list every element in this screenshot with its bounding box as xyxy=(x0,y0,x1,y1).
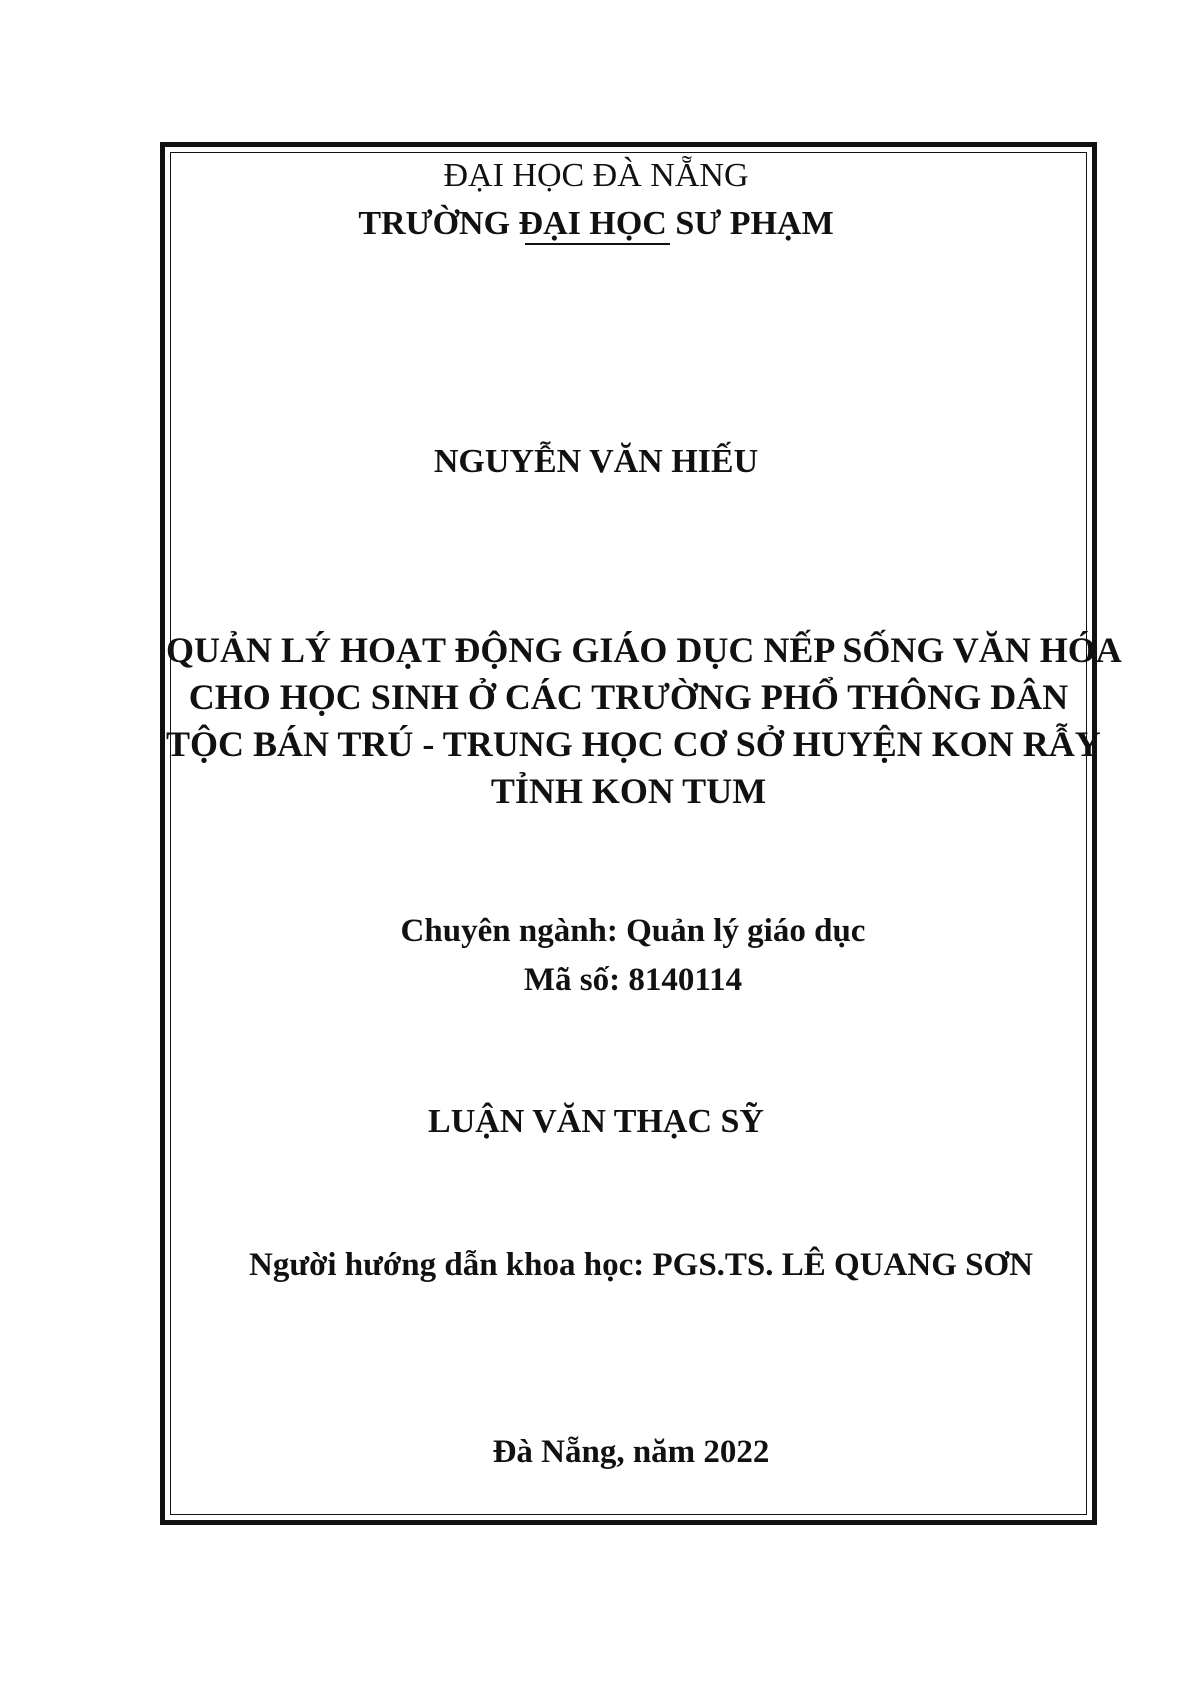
place-year: Đà Nẵng, năm 2022 xyxy=(492,1434,770,1470)
cover-border-inner xyxy=(170,152,1087,1515)
thesis-title-line-4: TỈNH KON TUM xyxy=(490,771,767,811)
code-line: Mã số: 8140114 xyxy=(523,962,743,998)
school-underline xyxy=(525,243,670,245)
thesis-title-line-2: CHO HỌC SINH Ở CÁC TRƯỜNG PHỔ THÔNG DÂN xyxy=(188,677,1069,717)
author-name: NGUYỄN VĂN HIẾU xyxy=(433,443,759,480)
cover-border-outer xyxy=(160,142,1122,1525)
university-name: ĐẠI HỌC ĐÀ NẴNG xyxy=(443,157,749,194)
school-name: TRƯỜNG ĐẠI HỌC SƯ PHẠM xyxy=(358,205,834,242)
degree-title: LUẬN VĂN THẠC SỸ xyxy=(428,1103,764,1140)
thesis-title-line-1: QUẢN LÝ HOẠT ĐỘNG GIÁO DỤC NẾP SỐNG VĂN HÓA xyxy=(166,630,1122,670)
thesis-title-line-3: TỘC BÁN TRÚ - TRUNG HỌC CƠ SỞ HUYỆN KON RẪY xyxy=(166,724,1101,764)
thesis-title xyxy=(166,627,1122,815)
major-line: Chuyên ngành: Quản lý giáo dục xyxy=(400,913,866,949)
advisor-line: Người hướng dẫn khoa học: PGS.TS. LÊ QUANG SƠN xyxy=(248,1247,1033,1283)
